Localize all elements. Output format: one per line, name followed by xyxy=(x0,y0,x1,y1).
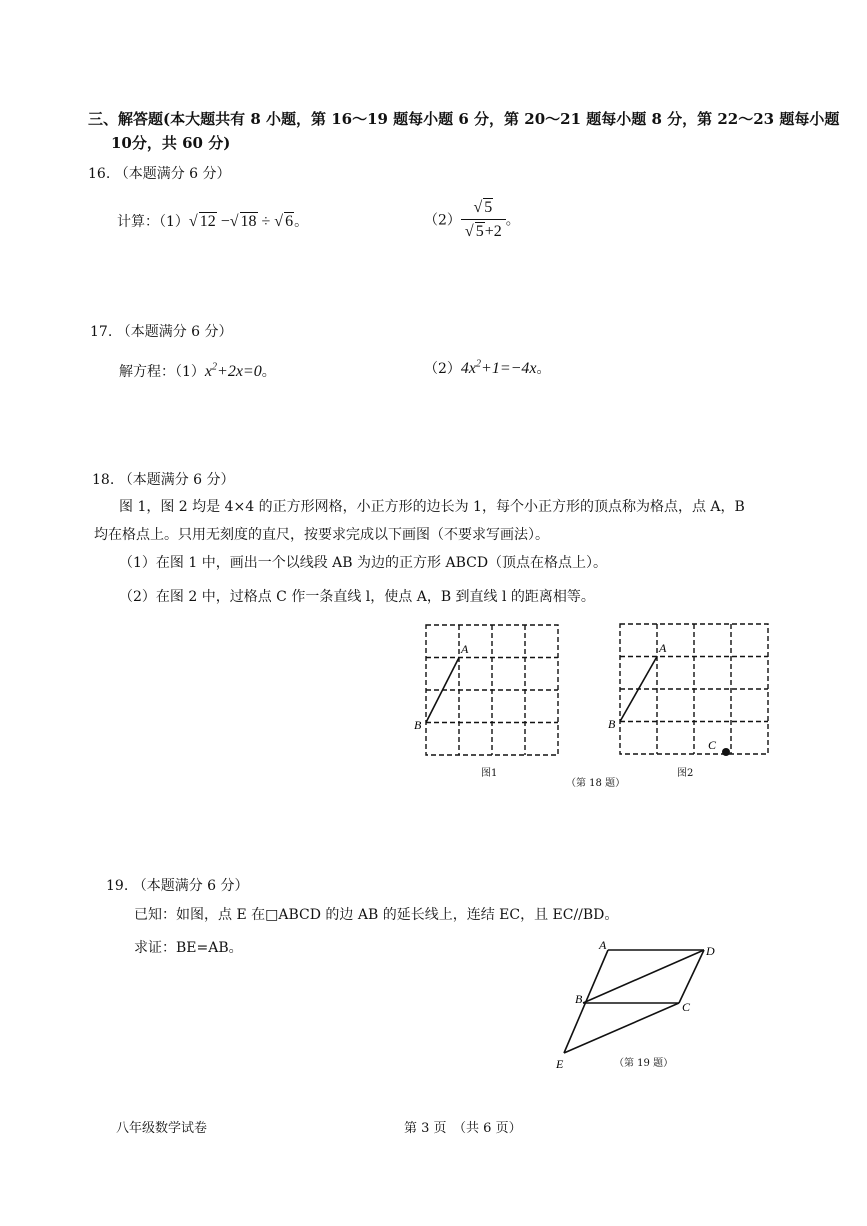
q16-expr1-end: 。 xyxy=(294,214,309,230)
point-a-label: A xyxy=(461,642,469,656)
q17-prompt-label: 解方程：（1） xyxy=(119,364,205,380)
q18-line3: （1）在图 1 中，画出一个以线段 AB 为边的正方形 ABCD（顶点在格点上）。 xyxy=(119,555,608,571)
minus-sign: − xyxy=(220,213,230,230)
q18-line4: （2）在图 2 中，过格点 C 作一条直线 l，使点 A，B 到直线 l 的距离相等。 xyxy=(119,589,595,605)
point-c-label: C xyxy=(682,1000,691,1014)
q16-expr2-end: 。 xyxy=(505,212,520,229)
den-radicand: 5 xyxy=(475,223,484,240)
q18-figure-caption: （第 18 题） xyxy=(566,778,626,789)
num-radicand: 5 xyxy=(484,199,493,216)
section-title: 三、解答题(本大题共有 8 小题，第 16～19 题每小题 6 分，第 20～21 题每小题 8 分，第 22～23 题每小题 xyxy=(88,110,840,128)
q17-eq1 xyxy=(205,363,262,380)
q16-prompt-label: 计算：（1） xyxy=(117,214,189,230)
q18-figure1 xyxy=(410,616,570,786)
eq1-rest: +2x=0 xyxy=(217,363,262,380)
q16-fraction xyxy=(461,198,506,241)
exponent: 2 xyxy=(476,358,482,370)
q18-figure2 xyxy=(604,615,774,785)
q19-figure-caption: （第 19 题） xyxy=(614,1058,674,1069)
footer-left: 八年级数学试卷 xyxy=(116,1121,208,1136)
point-d-label: D xyxy=(706,944,715,958)
point-a-label: A xyxy=(599,938,607,952)
q17-eq2 xyxy=(461,360,537,377)
fraction-numerator: √ 5 xyxy=(461,198,506,220)
fraction-denominator: √ 5+2 xyxy=(464,223,502,240)
q18-line1: 图 1，图 2 均是 4×4 的正方形网格，小正方形的边长为 1，每个小正方形的顶点称为格点，点 A，B xyxy=(119,499,745,515)
q18-line2: 均在格点上。只用无刻度的直尺，按要求完成以下画图（不要求写画法）。 xyxy=(94,527,549,543)
fig2-caption: 图2 xyxy=(677,768,694,779)
point-b-label: B xyxy=(575,992,583,1006)
q16-expr1: √ 12 −√ 18 ÷ √ 6 xyxy=(188,213,294,230)
radicand-6: 6 xyxy=(285,213,294,230)
point-c-label: C xyxy=(708,738,717,752)
q19-given: 已知：如图，点 E 在□ABCD 的边 AB 的延长线上，连结 EC，且 EC//BD。 xyxy=(134,907,619,923)
q17-p2-label: （2） xyxy=(424,361,461,377)
point-e-label: E xyxy=(556,1057,564,1071)
div-sign: ÷ xyxy=(261,213,271,230)
q16-header: 16. （本题满分 6 分） xyxy=(88,166,231,182)
fig1-caption: 图1 xyxy=(481,768,498,779)
q19-prove: 求证：BE=AB。 xyxy=(134,940,243,956)
q17-eq1-end: 。 xyxy=(261,364,276,380)
q16-prompt xyxy=(117,211,308,231)
q18-header: 18. （本题满分 6 分） xyxy=(92,472,235,488)
point-b-label: B xyxy=(608,717,616,731)
section-title-cont: 10分，共 60 分) xyxy=(111,134,231,152)
radicand-18: 18 xyxy=(240,213,257,230)
grid-lines xyxy=(426,625,558,755)
grid-lines xyxy=(620,624,768,754)
eq2-rest: +1=−4x xyxy=(481,360,537,377)
q17-eq2-end: 。 xyxy=(536,361,551,377)
point-a-label: A xyxy=(659,641,667,655)
var-x: x xyxy=(204,363,213,380)
q17-header: 17. （本题满分 6 分） xyxy=(90,324,233,340)
footer-page-number: 第 3 页 （共 6 页） xyxy=(404,1121,522,1136)
q16-part2 xyxy=(424,198,520,241)
eq2-lead: 4x xyxy=(460,360,477,377)
q16-p2-label: （2） xyxy=(424,212,461,229)
exponent: 2 xyxy=(212,361,218,373)
den-rest: +2 xyxy=(484,223,502,240)
radicand-12: 12 xyxy=(199,213,216,230)
segment-ab xyxy=(620,657,657,722)
q19-header: 19. （本题满分 6 分） xyxy=(106,878,249,894)
point-b-label: B xyxy=(414,718,422,732)
point-c-dot xyxy=(722,748,730,756)
q17-part2 xyxy=(424,358,551,378)
q17-prompt xyxy=(119,361,276,381)
